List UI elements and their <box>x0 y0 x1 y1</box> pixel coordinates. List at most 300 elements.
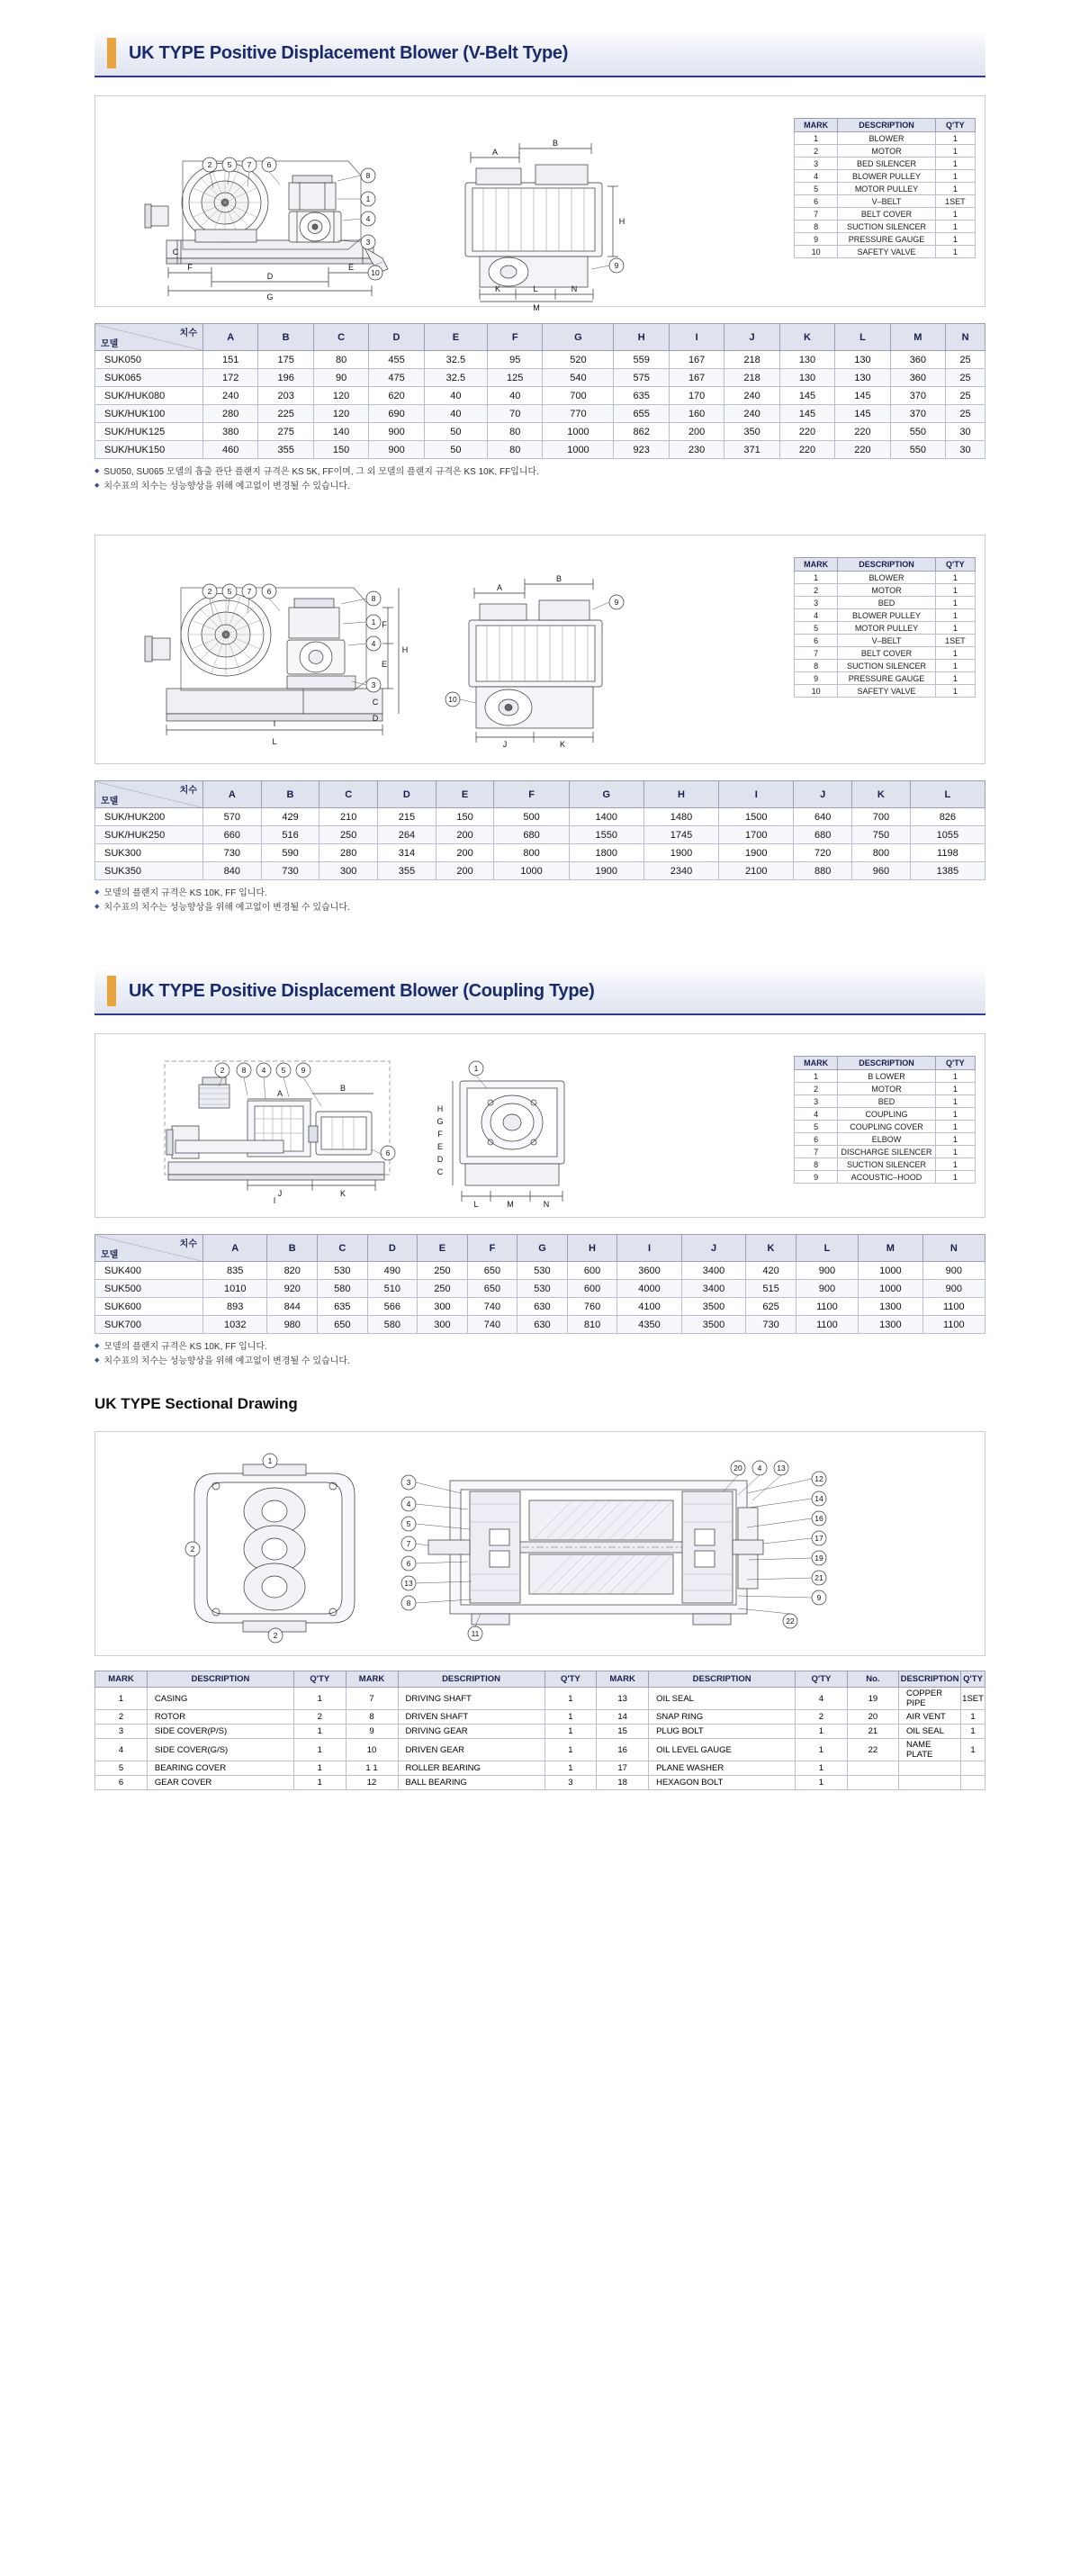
svg-text:20: 20 <box>734 1464 742 1473</box>
legend-row <box>795 1083 976 1095</box>
spec-value-cell: 120 <box>313 387 368 405</box>
parts-col-header: DESCRIPTION <box>398 1671 544 1688</box>
spec-value-cell: 215 <box>378 808 436 826</box>
spec-col-header: C <box>320 781 378 808</box>
vbelt-2-svg <box>104 545 787 756</box>
legend-coupling <box>794 1056 976 1184</box>
legend-cell-mark: 3 <box>795 158 838 170</box>
parts-cell: SNAP RING <box>649 1710 796 1725</box>
spec-value-cell: 1100 <box>922 1298 985 1316</box>
parts-cell <box>847 1776 898 1790</box>
legend-cell-mark: 8 <box>795 1158 838 1171</box>
spec-col-header: B <box>258 324 313 351</box>
spec-value-cell: 150 <box>436 808 494 826</box>
parts-cell: 4 <box>95 1739 148 1761</box>
parts-cell: BALL BEARING <box>398 1776 544 1790</box>
legend-cell-qty: 1 <box>935 132 975 145</box>
legend-row <box>795 1108 976 1121</box>
spec-1-body <box>95 351 986 459</box>
legend-head-description: DESCRIPTION <box>838 119 936 132</box>
legend-coupling-wrap <box>787 1043 976 1208</box>
svg-text:K: K <box>339 1189 346 1198</box>
spec-value-cell: 900 <box>369 423 424 441</box>
spec-value-cell: 1900 <box>719 844 794 862</box>
spec-value-cell: 640 <box>794 808 852 826</box>
spec-model-cell: SUK/HUK125 <box>95 423 203 441</box>
spec-value-cell: 2340 <box>644 862 718 880</box>
legend-cell-desc: DISCHARGE SILENCER <box>838 1146 936 1158</box>
legend-head-qty: Q'TY <box>935 119 975 132</box>
legend-row <box>795 1121 976 1133</box>
svg-text:A: A <box>276 1089 284 1098</box>
svg-text:2: 2 <box>207 160 212 169</box>
svg-text:5: 5 <box>406 1519 411 1528</box>
svg-text:4: 4 <box>365 214 371 223</box>
spec-value-cell: 3400 <box>681 1262 745 1280</box>
spec-row <box>95 1298 986 1316</box>
spec-value-cell: 250 <box>320 826 378 844</box>
spec-col-header: F <box>487 324 542 351</box>
spec-model-cell: SUK065 <box>95 369 203 387</box>
parts-cell: 19 <box>847 1688 898 1710</box>
svg-text:M: M <box>533 303 540 312</box>
svg-text:2: 2 <box>190 1545 195 1554</box>
spec-value-cell: 130 <box>779 369 834 387</box>
spec-value-cell: 200 <box>436 826 494 844</box>
spec-value-cell: 220 <box>835 441 890 459</box>
svg-text:K: K <box>559 740 566 749</box>
legend-cell-mark: 7 <box>795 1146 838 1158</box>
spec-value-cell: 750 <box>852 826 911 844</box>
legend-cell-qty: 1 <box>935 1121 975 1133</box>
spec-value-cell: 650 <box>467 1280 518 1298</box>
spec-value-cell: 590 <box>261 844 320 862</box>
svg-text:F: F <box>437 1130 443 1139</box>
legend-row <box>795 609 976 622</box>
spec-value-cell: 1010 <box>203 1280 267 1298</box>
parts-table <box>94 1671 986 1790</box>
legend-row <box>795 233 976 246</box>
legend-cell-mark: 2 <box>795 145 838 158</box>
spec-value-cell: 880 <box>794 862 852 880</box>
spec-value-cell: 172 <box>203 369 258 387</box>
legend-cell-qty: 1 <box>935 221 975 233</box>
spec-value-cell: 540 <box>543 369 614 387</box>
parts-cell: 16 <box>597 1739 649 1761</box>
spec-value-cell: 1000 <box>859 1262 922 1280</box>
spec-col-header: M <box>890 324 945 351</box>
spec-value-cell: 40 <box>424 387 487 405</box>
spec-col-header: L <box>835 324 890 351</box>
spec-value-cell: 3500 <box>681 1316 745 1334</box>
parts-cell: 4 <box>796 1688 848 1710</box>
legend-row <box>795 132 976 145</box>
legend-cell-qty: 1 <box>935 572 975 584</box>
spec-3-body <box>95 1262 986 1334</box>
legend-cell-mark: 6 <box>795 635 838 647</box>
svg-text:A: A <box>491 148 499 157</box>
spec-value-cell: 145 <box>779 387 834 405</box>
spec-value-cell: 1900 <box>644 844 718 862</box>
spec-value-cell: 515 <box>746 1280 796 1298</box>
spec-value-cell: 655 <box>614 405 669 423</box>
parts-cell: 2 <box>294 1710 346 1725</box>
spec-value-cell: 900 <box>369 441 424 459</box>
spec-col-header: G <box>569 781 644 808</box>
legend-vbelt-1-wrap <box>787 105 976 297</box>
spec-value-cell: 1100 <box>922 1316 985 1334</box>
spec-value-cell: 740 <box>467 1316 518 1334</box>
spec-col-header: A <box>203 324 258 351</box>
spec-value-cell: 210 <box>320 808 378 826</box>
legend-cell-mark: 10 <box>795 685 838 698</box>
legend-row <box>795 183 976 195</box>
legend-cell-mark: 8 <box>795 660 838 672</box>
drawing-coupling <box>104 1043 787 1223</box>
legend-cell-qty: 1 <box>935 1146 975 1158</box>
svg-text:9: 9 <box>614 598 619 607</box>
spec-value-cell: 620 <box>369 387 424 405</box>
legend-cell-qty: 1 <box>935 622 975 635</box>
spec-value-cell: 700 <box>543 387 614 405</box>
spec-model-cell: SUK500 <box>95 1280 203 1298</box>
notes-spec-1 <box>94 465 986 493</box>
svg-text:14: 14 <box>814 1494 824 1503</box>
vbelt-1-svg <box>104 105 787 312</box>
spec-col-header: D <box>378 781 436 808</box>
svg-text:H: H <box>401 645 409 654</box>
svg-text:6: 6 <box>385 1148 391 1157</box>
legend-cell-qty: 1 <box>935 1095 975 1108</box>
parts-row <box>95 1761 986 1776</box>
svg-text:6: 6 <box>266 587 272 596</box>
spec-table-vbelt-1 <box>94 323 986 459</box>
svg-text:1: 1 <box>371 617 376 626</box>
drawing-frame-coupling <box>94 1033 986 1218</box>
spec-value-cell: 355 <box>258 441 313 459</box>
spec-col-header: E <box>424 324 487 351</box>
spec-value-cell: 370 <box>890 405 945 423</box>
spec-col-header: A <box>203 1235 267 1262</box>
legend-row <box>795 572 976 584</box>
spec-value-cell: 2100 <box>719 862 794 880</box>
svg-text:8: 8 <box>365 171 371 180</box>
spec-row <box>95 369 986 387</box>
legend-cell-qty: 1 <box>935 1158 975 1171</box>
legend-row <box>795 597 976 609</box>
parts-cell: 7 <box>346 1688 398 1710</box>
spec-row <box>95 808 986 826</box>
parts-cell: 5 <box>95 1761 148 1776</box>
legend-cell-desc: MOTOR <box>838 145 936 158</box>
spec-value-cell: 1000 <box>543 441 614 459</box>
legend-cell-desc: BED <box>838 1095 936 1108</box>
spec-value-cell: 893 <box>203 1298 267 1316</box>
spec-value-cell: 826 <box>910 808 985 826</box>
spec-value-cell: 350 <box>724 423 779 441</box>
spec-model-cell: SUK700 <box>95 1316 203 1334</box>
spec-value-cell: 230 <box>669 441 724 459</box>
spec-col-header: F <box>467 1235 518 1262</box>
spec-value-cell: 650 <box>318 1316 368 1334</box>
spec-model-cell: SUK/HUK250 <box>95 826 203 844</box>
legend-cell-mark: 4 <box>795 170 838 183</box>
svg-text:D: D <box>436 1155 444 1164</box>
spec-value-cell: 220 <box>779 423 834 441</box>
banner-accent-bar <box>107 38 116 68</box>
spec-value-cell: 650 <box>467 1262 518 1280</box>
parts-cell: 1 <box>294 1739 346 1761</box>
drawing-vbelt-1 <box>104 105 787 312</box>
spec-value-cell: 70 <box>487 405 542 423</box>
spec-value-cell: 370 <box>890 387 945 405</box>
spec-value-cell: 900 <box>796 1280 858 1298</box>
legend-cell-mark: 6 <box>795 195 838 208</box>
parts-cell: 1 <box>294 1761 346 1776</box>
legend-cell-mark: 6 <box>795 1133 838 1146</box>
spec-model-cell: SUK/HUK200 <box>95 808 203 826</box>
spec-value-cell: 25 <box>946 387 986 405</box>
legend-cell-qty: 1 <box>935 208 975 221</box>
parts-cell: 1 <box>796 1725 848 1739</box>
svg-text:E: E <box>381 660 388 669</box>
legend-cell-desc: PRESSURE GAUGE <box>838 233 936 246</box>
drawing-frame-vbelt-2 <box>94 535 986 764</box>
spec-value-cell: 840 <box>203 862 262 880</box>
parts-col-header: DESCRIPTION <box>898 1671 960 1688</box>
legend-row <box>795 170 976 183</box>
legend-head-description-3: DESCRIPTION <box>838 1057 936 1070</box>
parts-cell: BEARING COVER <box>147 1761 293 1776</box>
svg-text:7: 7 <box>247 587 252 596</box>
parts-col-header: Q'TY <box>796 1671 848 1688</box>
parts-cell: AIR VENT <box>898 1710 960 1725</box>
spec-value-cell: 635 <box>614 387 669 405</box>
legend-cell-mark: 2 <box>795 1083 838 1095</box>
spec-value-cell: 1500 <box>719 808 794 826</box>
spec-value-cell: 770 <box>543 405 614 423</box>
spec-col-header: N <box>946 324 986 351</box>
spec-row <box>95 844 986 862</box>
legend-cell-mark: 3 <box>795 597 838 609</box>
legend-cell-qty: 1SET <box>935 195 975 208</box>
spec-value-cell: 25 <box>946 405 986 423</box>
spec-value-cell: 3600 <box>617 1262 681 1280</box>
spec-row <box>95 351 986 369</box>
legend-cell-desc: SUCTION SILENCER <box>838 660 936 672</box>
parts-cell: HEXAGON BOLT <box>649 1776 796 1790</box>
legend-cell-qty: 1 <box>935 1083 975 1095</box>
svg-text:C: C <box>172 248 179 257</box>
spec-value-cell: 700 <box>852 808 911 826</box>
spec-corner-header: 치수 모델 <box>95 781 203 808</box>
legend-cell-mark: 5 <box>795 183 838 195</box>
legend-cell-mark: 4 <box>795 1108 838 1121</box>
parts-cell: 1 1 <box>346 1761 398 1776</box>
legend-cell-desc: MOTOR PULLEY <box>838 622 936 635</box>
spec-value-cell: 429 <box>261 808 320 826</box>
spec-col-header: H <box>644 781 718 808</box>
spec-value-cell: 40 <box>487 387 542 405</box>
parts-cell: 1 <box>961 1710 986 1725</box>
parts-cell: 1 <box>961 1725 986 1739</box>
svg-text:4: 4 <box>406 1500 411 1509</box>
spec-model-cell: SUK300 <box>95 844 203 862</box>
spec-value-cell: 1000 <box>494 862 569 880</box>
svg-text:L: L <box>533 284 538 293</box>
legend-cell-qty: 1SET <box>935 635 975 647</box>
spec-col-header: K <box>779 324 834 351</box>
spec-value-cell: 960 <box>852 862 911 880</box>
legend-cell-mark: 9 <box>795 672 838 685</box>
legend-vbelt-1 <box>794 118 976 258</box>
spec-value-cell: 4000 <box>617 1280 681 1298</box>
legend-cell-mark: 1 <box>795 132 838 145</box>
legend-cell-qty: 1 <box>935 1171 975 1184</box>
spec-col-header: E <box>418 1235 468 1262</box>
svg-text:16: 16 <box>814 1514 824 1523</box>
svg-text:G: G <box>266 293 274 302</box>
legend-row <box>795 660 976 672</box>
spec-value-cell: 920 <box>267 1280 318 1298</box>
legend-row <box>795 208 976 221</box>
spec-value-cell: 3500 <box>681 1298 745 1316</box>
spec-value-cell: 580 <box>367 1316 418 1334</box>
spec-model-cell: SUK/HUK100 <box>95 405 203 423</box>
svg-text:3: 3 <box>406 1478 411 1487</box>
svg-text:L: L <box>473 1200 479 1209</box>
section-title-sectional: UK TYPE Sectional Drawing <box>94 1395 298 1412</box>
spec-value-cell: 150 <box>313 441 368 459</box>
legend-cell-qty: 1 <box>935 597 975 609</box>
legend-cell-qty: 1 <box>935 660 975 672</box>
drawing-sectional <box>104 1441 976 1646</box>
parts-cell: 1 <box>544 1725 597 1739</box>
legend-cell-qty: 1 <box>935 685 975 698</box>
section-banner-vbelt <box>94 31 986 77</box>
legend-cell-qty: 1 <box>935 584 975 597</box>
svg-text:13: 13 <box>404 1579 413 1588</box>
svg-text:I: I <box>273 719 276 728</box>
spec-col-header: J <box>681 1235 745 1262</box>
parts-cell: 2 <box>796 1710 848 1725</box>
parts-cell: SIDE COVER(P/S) <box>147 1725 293 1739</box>
legend-vbelt-2 <box>794 557 976 698</box>
parts-cell: 1 <box>294 1776 346 1790</box>
parts-cell: DRIVEN GEAR <box>398 1739 544 1761</box>
svg-text:6: 6 <box>406 1559 411 1568</box>
svg-text:J: J <box>277 1189 283 1198</box>
note-line: ◆ 모델의 플랜지 규격은 KS 10K, FF 입니다. <box>94 1340 986 1355</box>
legend-vbelt-2-wrap <box>787 545 976 754</box>
spec-col-header: E <box>436 781 494 808</box>
spec-value-cell: 760 <box>567 1298 617 1316</box>
spec-col-header: G <box>518 1235 568 1262</box>
spec-value-cell: 740 <box>467 1298 518 1316</box>
spec-value-cell: 1480 <box>644 808 718 826</box>
spec-value-cell: 1000 <box>543 423 614 441</box>
spec-row <box>95 441 986 459</box>
parts-cell: 14 <box>597 1710 649 1725</box>
svg-text:D: D <box>266 272 274 281</box>
spec-col-header: C <box>318 1235 368 1262</box>
parts-cell: 2 <box>95 1710 148 1725</box>
parts-cell: 1 <box>544 1710 597 1725</box>
legend-cell-qty: 1 <box>935 246 975 258</box>
legend-row <box>795 145 976 158</box>
spec-value-cell: 566 <box>367 1298 418 1316</box>
note-line: ◆ SU050, SU065 모델의 흡출 관단 플랜지 규격은 KS 5K, FF이며, 그 외 모델의 플랜지 규격은 KS 10K, FF입니다. <box>94 465 986 480</box>
parts-cell: 3 <box>544 1776 597 1790</box>
spec-col-header: I <box>617 1235 681 1262</box>
svg-text:C: C <box>372 698 379 707</box>
spec-col-header: D <box>369 324 424 351</box>
parts-row <box>95 1776 986 1790</box>
svg-text:11: 11 <box>471 1629 480 1638</box>
spec-value-cell: 1385 <box>910 862 985 880</box>
spec-value-cell: 680 <box>794 826 852 844</box>
spec-value-cell: 125 <box>487 369 542 387</box>
parts-cell: CASING <box>147 1688 293 1710</box>
svg-text:6: 6 <box>266 160 272 169</box>
spec-value-cell: 1745 <box>644 826 718 844</box>
parts-cell: 10 <box>346 1739 398 1761</box>
legend-cell-mark: 7 <box>795 647 838 660</box>
svg-text:8: 8 <box>406 1599 411 1608</box>
svg-text:B: B <box>339 1084 346 1093</box>
svg-text:10: 10 <box>448 695 457 704</box>
svg-text:21: 21 <box>814 1573 824 1582</box>
spec-value-cell: 730 <box>261 862 320 880</box>
spec-value-cell: 145 <box>779 405 834 423</box>
parts-col-header: DESCRIPTION <box>147 1671 293 1688</box>
spec-value-cell: 630 <box>518 1298 568 1316</box>
spec-row <box>95 423 986 441</box>
spec-value-cell: 280 <box>203 405 258 423</box>
svg-text:8: 8 <box>371 594 376 603</box>
spec-value-cell: 1032 <box>203 1316 267 1334</box>
parts-cell <box>961 1776 986 1790</box>
spec-value-cell: 900 <box>796 1262 858 1280</box>
spec-col-header: N <box>922 1235 985 1262</box>
svg-text:H: H <box>618 217 626 226</box>
spec-col-header: J <box>794 781 852 808</box>
parts-cell: 1 <box>544 1688 597 1710</box>
spec-value-cell: 200 <box>436 862 494 880</box>
parts-cell: 1SET <box>961 1688 986 1710</box>
svg-text:H: H <box>436 1104 444 1113</box>
spec-value-cell: 167 <box>669 351 724 369</box>
drawing-vbelt-2 <box>104 545 787 754</box>
parts-cell <box>898 1776 960 1790</box>
svg-text:5: 5 <box>227 160 232 169</box>
spec-col-header: K <box>746 1235 796 1262</box>
legend-cell-mark: 10 <box>795 246 838 258</box>
spec-row <box>95 405 986 423</box>
spec-col-header: J <box>724 324 779 351</box>
parts-cell: 13 <box>597 1688 649 1710</box>
legend-cell-mark: 1 <box>795 1070 838 1083</box>
parts-cell: 1 <box>95 1688 148 1710</box>
svg-text:4: 4 <box>757 1464 762 1473</box>
svg-text:I: I <box>273 1196 276 1205</box>
parts-cell: 1 <box>796 1739 848 1761</box>
legend-cell-mark: 8 <box>795 221 838 233</box>
spec-row <box>95 862 986 880</box>
parts-row <box>95 1725 986 1739</box>
spec-row <box>95 1280 986 1298</box>
parts-cell: 21 <box>847 1725 898 1739</box>
